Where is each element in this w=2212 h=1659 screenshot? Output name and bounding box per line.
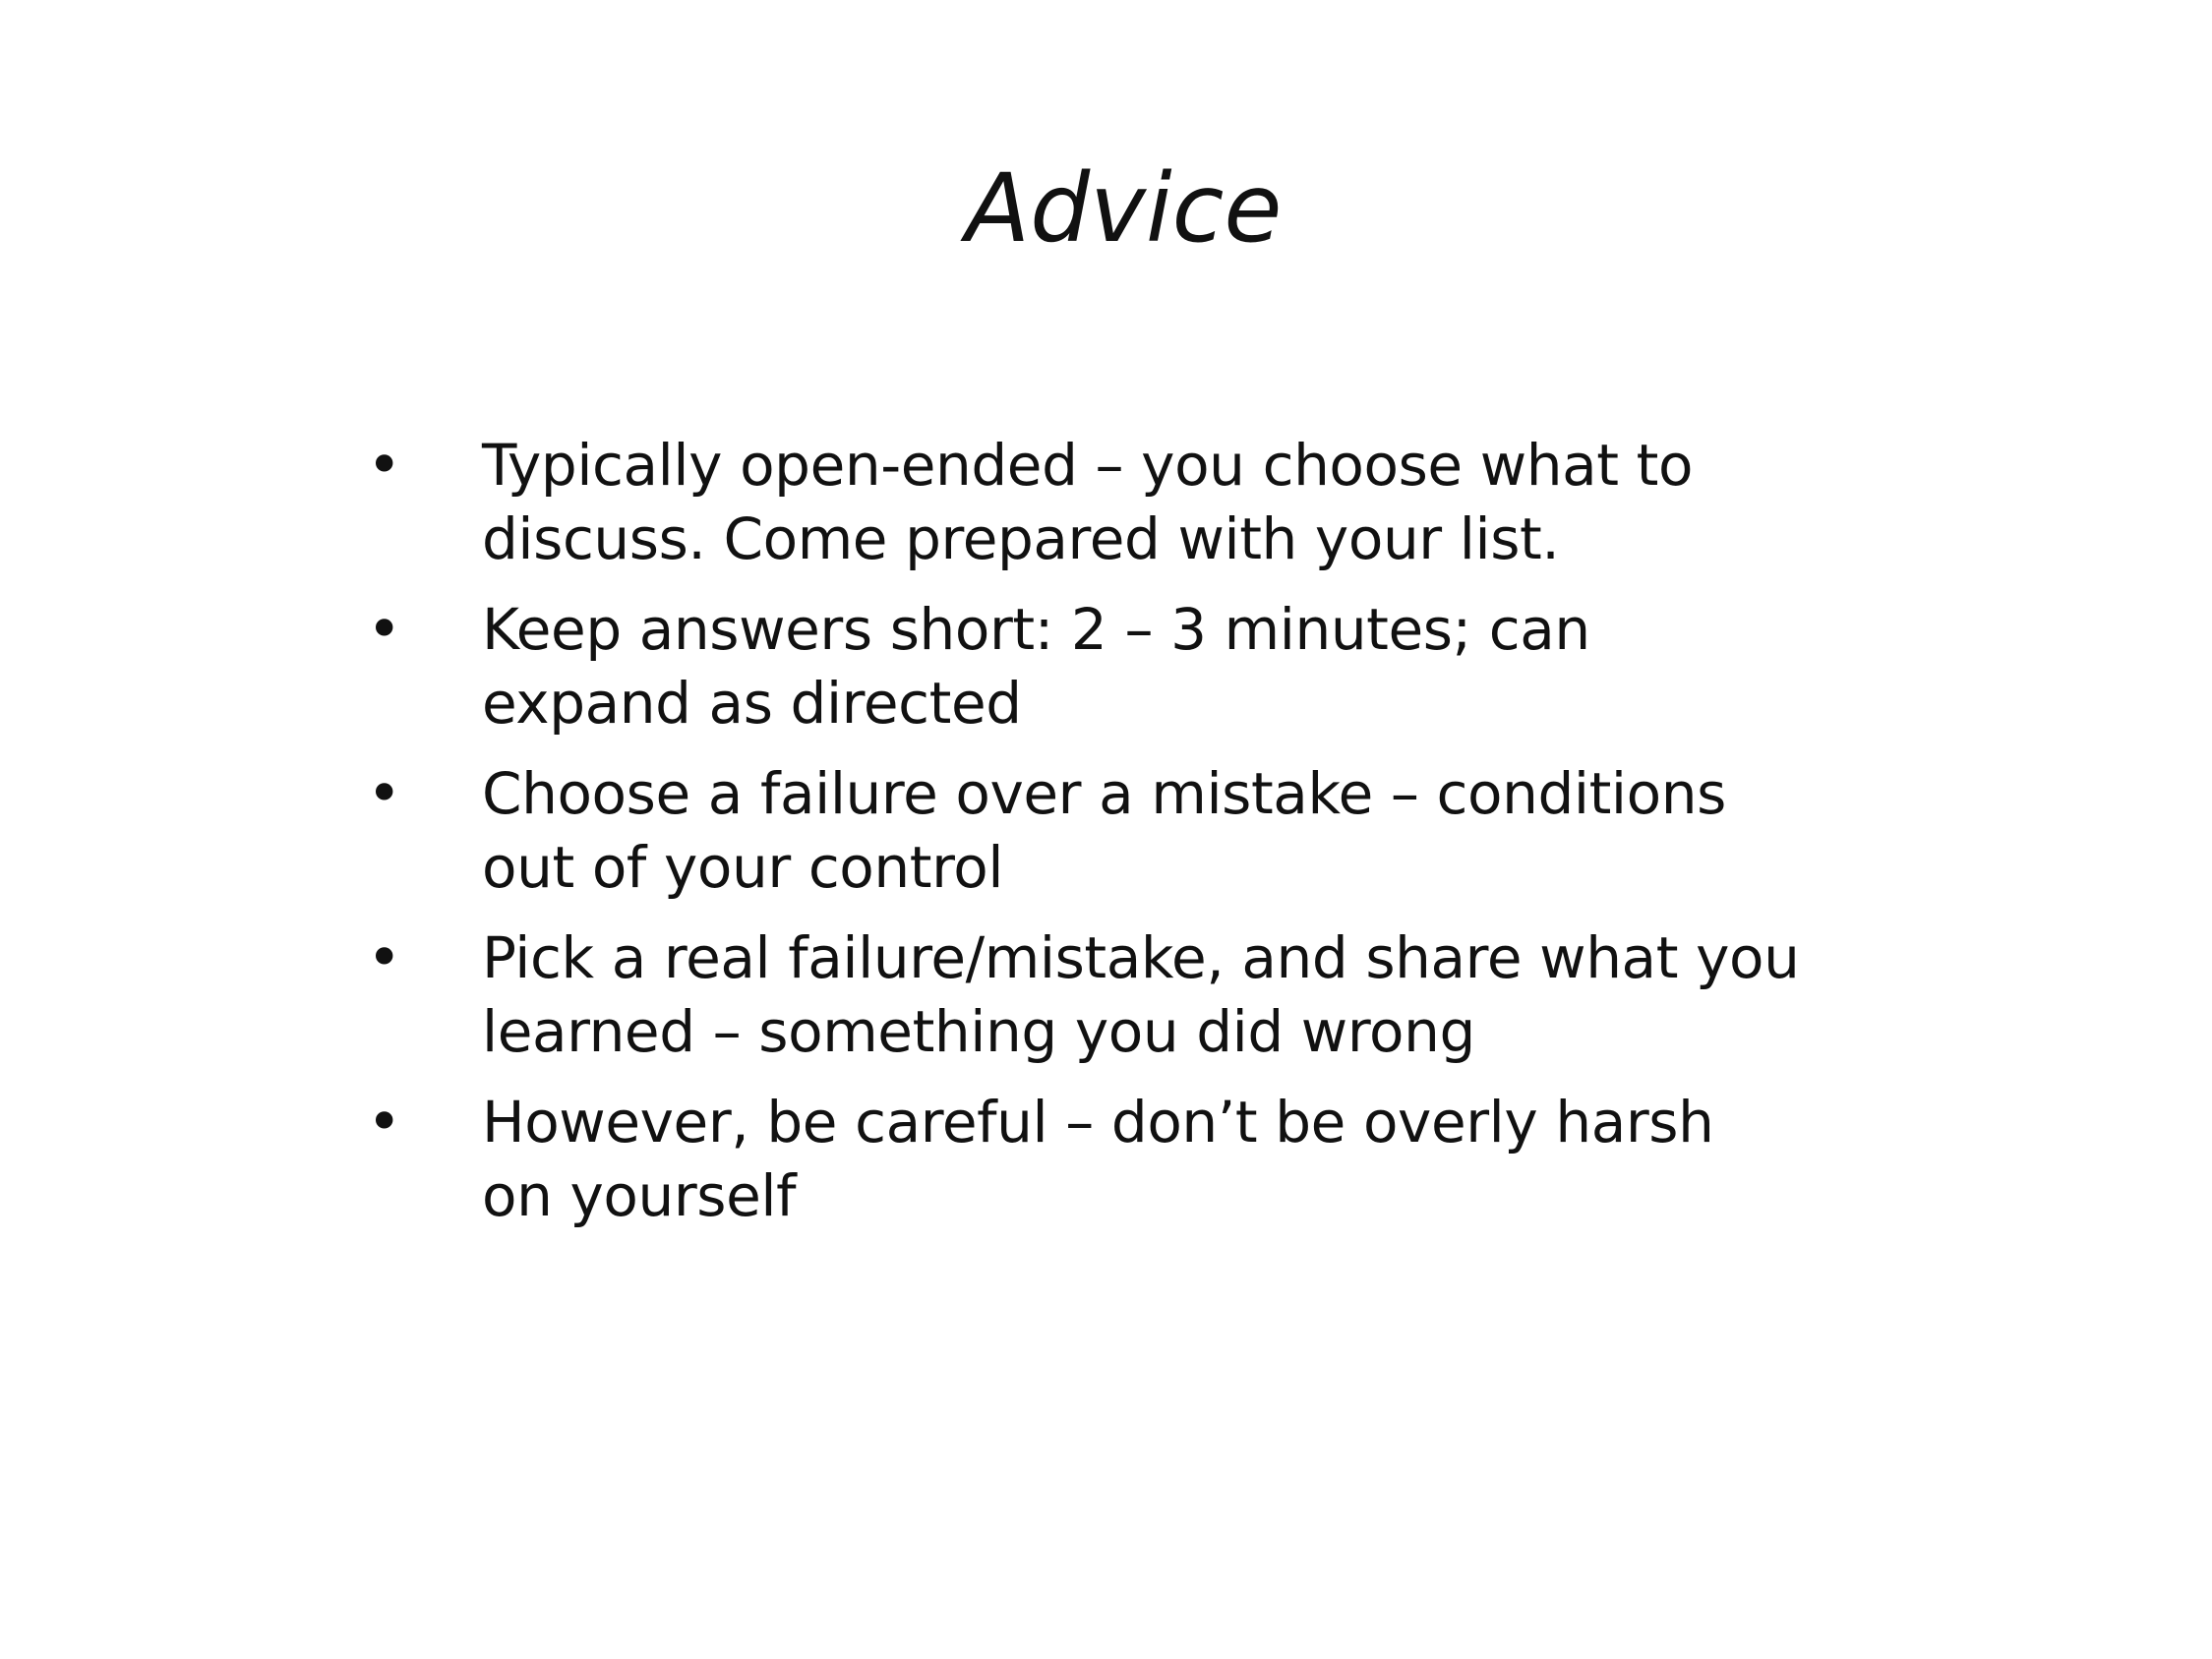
bullet-line: discuss. Come prepared with your list. [482,505,1560,572]
bullet-line: However, be careful – don’t be overly harsh [482,1089,1714,1155]
bullet-item [0,757,2212,905]
bullet-text [482,593,1918,741]
slide-title: Advice [965,153,1283,264]
bullet-icon: • [367,431,402,500]
bullet-icon: • [367,1088,402,1156]
bullet-line: expand as directed [482,670,1022,737]
bullet-text [482,429,1918,576]
bullet-line: out of your control [482,834,1004,901]
bullet-line: Keep answers short: 2 – 3 minutes; can [482,596,1590,663]
bullet-icon: • [367,759,402,828]
bullet-item [0,1086,2212,1233]
bullet-text [482,921,1918,1069]
bullet-line: Typically open-ended – you choose what to [482,432,1694,499]
bullet-list [0,429,2212,1250]
bullet-text [482,1086,1918,1233]
bullet-line: Pick a real failure/mistake, and share what you [482,924,1800,991]
bullet-item [0,429,2212,576]
bullet-text [482,757,1918,905]
bullet-line: Choose a failure over a mistake – conditions [482,760,1726,827]
bullet-line: learned – something you did wrong [482,998,1475,1065]
bullet-icon: • [367,595,402,664]
bullet-item [0,593,2212,741]
bullet-item [0,921,2212,1069]
bullet-line: on yourself [482,1162,797,1229]
bullet-icon: • [367,923,402,992]
